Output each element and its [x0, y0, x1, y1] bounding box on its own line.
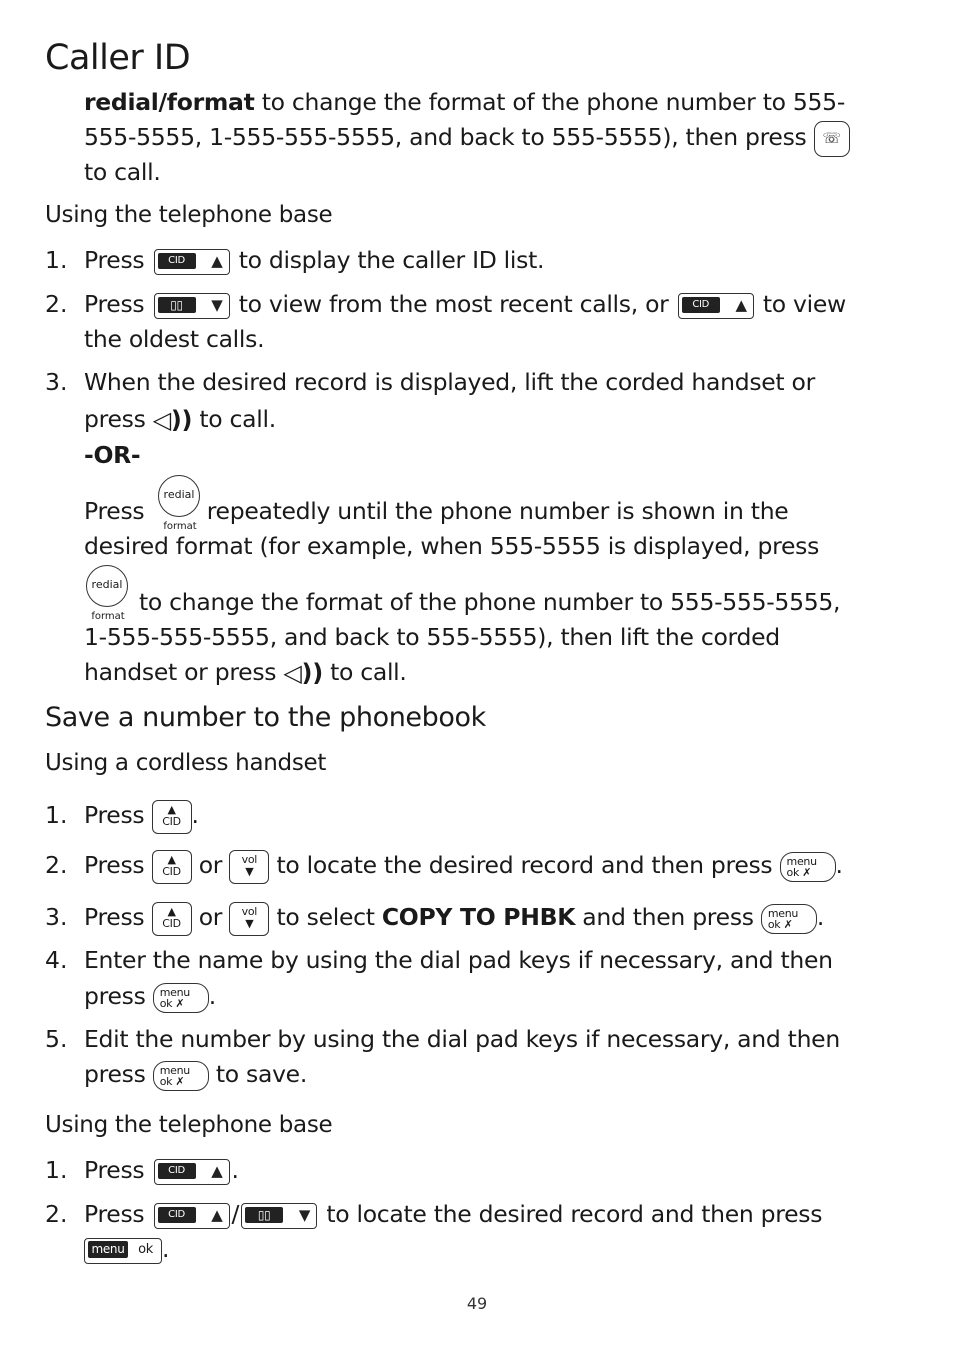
vol-down-key-icon: vol ▼ [229, 850, 269, 884]
cid-up-key-icon: CID ▲ [154, 1159, 230, 1185]
intro-line-2: 555-5555, 1-555-555-5555, and back to 555-5555), then press ☏ [84, 120, 850, 157]
base2-step-2-cont: menu ok . [84, 1232, 169, 1267]
speaker-icon: ◁)) [283, 659, 323, 687]
handset-step-3: Press ▲ CID or vol ▼ to select COPY TO PHBK and then press menu ok ✗ . [84, 900, 824, 936]
save-section-heading: Save a number to the phonebook [45, 702, 486, 733]
phonebook-down-key-icon: ▯▯ ▼ [154, 293, 230, 319]
redial-format-key-icon: redial format [86, 565, 128, 607]
step-number: 2. [45, 290, 68, 318]
handset-step-2: Press ▲ CID or vol ▼ to locate the desired record and then press menu ok ✗ . [84, 848, 843, 884]
base-step-2-cont: the oldest calls. [84, 325, 265, 353]
step-number: 4. [45, 946, 68, 974]
handset-step-4: Enter the name by using the dial pad keys if necessary, and then [84, 946, 833, 974]
alt-line-1: Press repeatedly until the phone number is shown in the [84, 497, 789, 525]
menu-ok-key-icon: menu ok ✗ [761, 904, 817, 934]
step-number: 1. [45, 801, 68, 829]
step-number: 3. [45, 903, 68, 931]
base-step-3: When the desired record is displayed, lift the corded handset or [84, 368, 815, 396]
cid-up-key-icon: ▲ CID [152, 902, 192, 936]
phonebook-down-key-icon: ▯▯ ▼ [241, 1203, 317, 1229]
base2-step-2: Press CID ▲ / ▯▯ ▼ to locate the desired record and then press [84, 1200, 823, 1228]
handset-step-5-cont: press menu ok ✗ to save. [84, 1057, 307, 1092]
step-number: 3. [45, 368, 68, 396]
alt-line-3: to change the format of the phone number to 555-555-5555, [139, 588, 841, 616]
talk-key-icon: ☏ [814, 121, 850, 157]
intro-line-1: redial/format to change the format of the phone number to 555- [84, 88, 845, 116]
step-number: 1. [45, 1156, 68, 1184]
menu-ok-base-key-icon: menu ok [84, 1238, 162, 1264]
base-step-3-cont: press ◁)) to call. [84, 405, 276, 434]
cid-up-key-icon: CID ▲ [154, 1203, 230, 1229]
base-step-1: Press CID ▲ to display the caller ID list. [84, 246, 545, 274]
section-heading-telephone-base: Using the telephone base [45, 202, 333, 228]
base2-step-1: Press CID ▲ . [84, 1156, 239, 1184]
cid-up-key-icon: ▲ CID [152, 800, 192, 834]
cid-up-key-icon: CID ▲ [678, 293, 754, 319]
page-number: 49 [466, 1294, 488, 1313]
speaker-icon: ◁)) [152, 406, 193, 434]
handset-step-1: Press ▲ CID . [84, 798, 199, 834]
step-number: 5. [45, 1025, 68, 1053]
step-number: 1. [45, 246, 68, 274]
step-number: 2. [45, 851, 68, 879]
cid-up-key-icon: ▲ CID [152, 850, 192, 884]
intro-line-3: to call. [84, 158, 161, 186]
menu-ok-key-icon: menu ok ✗ [153, 1061, 209, 1091]
base-step-2: Press ▯▯ ▼ to view from the most recent calls, or CID ▲ to view [84, 290, 846, 318]
cid-up-key-icon: CID ▲ [154, 249, 230, 275]
menu-ok-key-icon: menu ok ✗ [780, 852, 836, 882]
handset-step-4-cont: press menu ok ✗ . [84, 979, 216, 1014]
alt-line-2: desired format (for example, when 555-5555 is displayed, press [84, 532, 820, 560]
menu-ok-key-icon: menu ok ✗ [153, 983, 209, 1013]
page-title: Caller ID [45, 38, 191, 78]
or-label: -OR- [84, 441, 141, 469]
vol-down-key-icon: vol ▼ [229, 902, 269, 936]
redial-format-key-icon: redial format [158, 475, 200, 517]
step-number: 2. [45, 1200, 68, 1228]
alt-line-5: handset or press ◁)) to call. [84, 658, 407, 687]
section-heading-cordless-handset: Using a cordless handset [45, 750, 327, 776]
section-heading-telephone-base-2: Using the telephone base [45, 1112, 333, 1138]
alt-line-4: 1-555-555-5555, and back to 555-5555), then lift the corded [84, 623, 780, 651]
handset-step-5: Edit the number by using the dial pad keys if necessary, and then [84, 1025, 840, 1053]
